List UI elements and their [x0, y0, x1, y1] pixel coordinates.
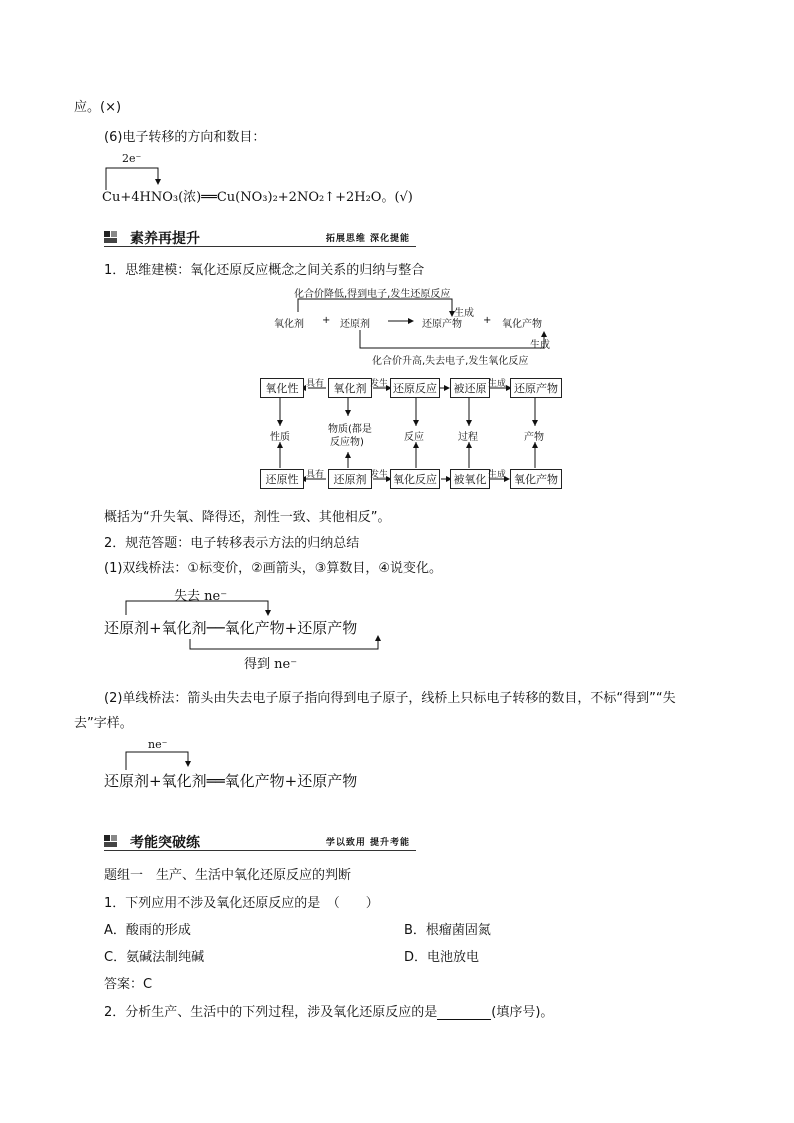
question-stem: 1．下列应用不涉及氧化还原反应的是 （ ）: [104, 896, 379, 911]
group-title: 题组一 生产、生活中氧化还原反应的判断: [104, 868, 352, 883]
diagram-top-label: 化合价降低,得到电子,发生还原反应: [294, 289, 451, 300]
box-oxidant: 氧化剂: [328, 378, 372, 398]
item-text: 去”字样。: [74, 716, 133, 731]
box-reduced: 被还原: [450, 378, 490, 398]
mid-process: 过程: [458, 432, 478, 443]
single-bridge-label: ne⁻: [148, 738, 168, 751]
section-header: [104, 228, 416, 247]
option-c: C．氨碱法制纯碱: [104, 950, 205, 965]
arrow-label: 发生: [370, 379, 389, 389]
section-icon: [104, 835, 120, 848]
double-bridge-bottom-label: 得到 ne⁻: [244, 657, 298, 672]
electron-label: 2e⁻: [122, 152, 142, 165]
generate-label: 生成: [454, 308, 474, 319]
text-line: (6)电子转移的方向和数目：: [104, 130, 266, 145]
generate-label: 生成: [530, 340, 550, 351]
box-reductant: 还原剂: [328, 469, 372, 489]
question-stem: [104, 1001, 553, 1020]
single-bridge-equation: 还原剂+氧化剂══氧化产物+还原产物: [104, 772, 358, 790]
option-d: D．电池放电: [404, 950, 480, 965]
summary-text: 概括为“升失氧、降得还，剂性一致、其他相反”。: [104, 510, 391, 525]
item-text: (2)单线桥法：箭头由失去电子原子指向得到电子原子，线桥上只标电子转移的数目，不标“得到”“失: [104, 691, 676, 706]
item-text: (1)双线桥法：①标变价，②画箭头，③算数目，④说变化。: [104, 561, 443, 576]
box-reducing-property: 还原性: [260, 469, 304, 489]
mid-property: 性质: [270, 432, 290, 443]
section-icon: [104, 231, 120, 244]
double-bridge-top-label: 失去 ne⁻: [174, 589, 228, 604]
mid-material-l2: 反应物): [330, 437, 364, 448]
box-reduction-reaction: 还原反应: [390, 378, 440, 398]
question-stem-tail: (填序号)。: [491, 1005, 554, 1020]
box-oxidation-product: 氧化产物: [510, 469, 562, 489]
arrow-label: 生成: [488, 470, 507, 480]
term-reductant: 还原剂: [340, 319, 370, 330]
plus: +: [483, 315, 492, 326]
text-line: 应。(×): [74, 100, 122, 115]
mid-reaction: 反应: [404, 432, 424, 443]
equation: Cu+4HNO₃(浓)══Cu(NO₃)₂+2NO₂↑+2H₂O。(√): [102, 190, 413, 205]
question-stem-text: 2．分析生产、生活中的下列过程，涉及氧化还原反应的是: [104, 1005, 438, 1020]
option-a: A．酸雨的形成: [104, 923, 191, 938]
section-header: [104, 832, 416, 851]
answer: 答案：C: [104, 977, 153, 992]
box-oxidized: 被氧化: [450, 469, 490, 489]
section-title: 考能突破练: [130, 835, 200, 851]
item-title: 1．思维建模：氧化还原反应概念之间关系的归纳与整合: [104, 263, 425, 278]
box-reduction-product: 还原产物: [510, 378, 562, 398]
arrow-label: 生成: [488, 379, 507, 389]
box-oxidizing-property: 氧化性: [260, 378, 304, 398]
arrow-label: 具有: [306, 379, 325, 389]
arrow-label: 发生: [370, 470, 389, 480]
term-oxidation-product: 氧化产物: [502, 319, 542, 330]
arrow-label: 具有: [306, 470, 325, 480]
double-bridge-equation: 还原剂+氧化剂──氧化产物+还原产物: [104, 619, 358, 637]
section-subtitle: 学以致用 提升考能: [325, 838, 410, 848]
item-title: 2．规范答题：电子转移表示方法的归纳总结: [104, 536, 360, 551]
term-reduction-product: 还原产物: [422, 319, 462, 330]
mid-material-l1: 物质(都是: [328, 424, 372, 435]
diagram-bottom-label: 化合价升高,失去电子,发生氧化反应: [372, 356, 529, 367]
term-oxidant: 氧化剂: [274, 319, 304, 330]
section-title: 素养再提升: [130, 231, 200, 247]
mid-product: 产物: [524, 432, 544, 443]
box-oxidation-reaction: 氧化反应: [390, 469, 440, 489]
answer-blank[interactable]: [437, 1007, 491, 1020]
option-b: B．根瘤菌固氮: [404, 923, 491, 938]
plus: +: [322, 315, 331, 326]
section-subtitle: 拓展思维 深化提能: [325, 234, 410, 244]
